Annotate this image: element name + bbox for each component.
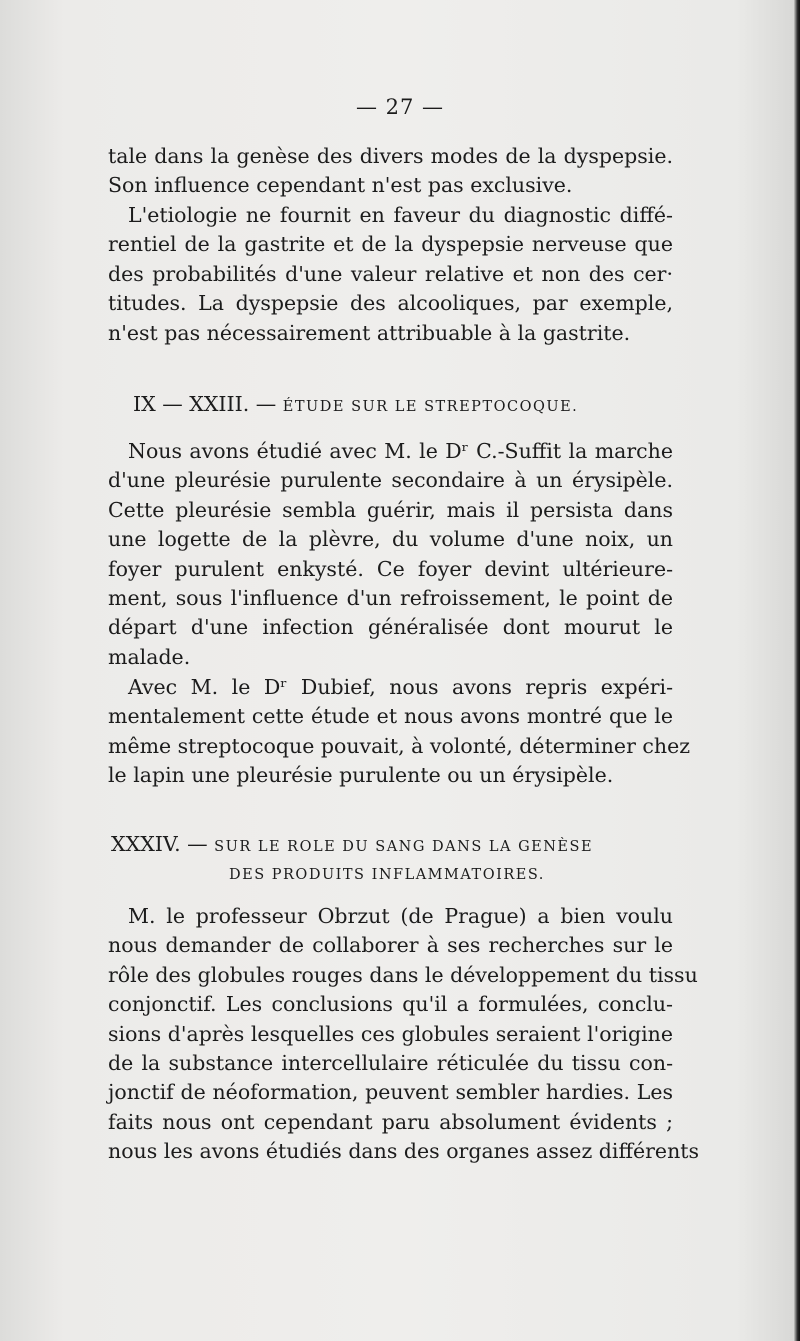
- text-line: Nous avons étudié avec M. le Dʳ C.-Suffit la marche: [128, 439, 673, 463]
- text-line: Avec M. le Dʳ Dubief, nous avons repris expéri-: [128, 675, 673, 699]
- section-heading-streptocoque: [133, 392, 578, 416]
- text-line: le lapin une pleurésie purulente ou un érysipèle.: [108, 763, 614, 788]
- text-line: des probabilités d'une valeur relative et non des cer·: [108, 261, 673, 286]
- paragraph-2: [108, 201, 673, 348]
- section-number: XXXIV. —: [111, 832, 208, 856]
- text-line: rôle des globules rouges dans le développement du tissu: [108, 962, 698, 987]
- page-edge-shadow: [794, 0, 800, 1341]
- text-line: mentalement cette étude et nous avons montré que le: [108, 704, 673, 729]
- text-line: rentiel de la gastrite et de la dyspepsie nerveuse que: [108, 232, 673, 257]
- text-line: malade.: [108, 644, 191, 669]
- text-line: sions d'après lesquelles ces globules seraient l'origine: [108, 1021, 673, 1046]
- text-line: Cette pleurésie sembla guérir, mais il persista dans: [108, 497, 673, 522]
- text-line: ment, sous l'influence d'un refroissement, le point de: [108, 585, 673, 610]
- text-line: jonctif de néoformation, peuvent sembler hardies. Les: [108, 1080, 673, 1105]
- text-line: titudes. La dyspepsie des alcooliques, par exemple,: [108, 291, 673, 316]
- section-title-line-1: SUR LE ROLE DU SANG DANS LA GENÈSE: [214, 839, 594, 855]
- paragraph-1: [108, 142, 673, 201]
- text-line: foyer purulent enkysté. Ce foyer devint ultérieure-: [108, 556, 673, 581]
- text-line: nous demander de collaborer à ses recherches sur le: [108, 933, 673, 958]
- text-line: tale dans la genèse des divers modes de la dyspepsie.: [108, 144, 673, 168]
- section-heading-role-du-sang-continued: [229, 860, 545, 884]
- section-title: ÉTUDE SUR LE STREPTOCOQUE.: [282, 399, 579, 415]
- text-line: une logette de la plèvre, du volume d'une noix, un: [108, 527, 673, 552]
- paragraph-3: [108, 437, 673, 672]
- section-title-line-2: DES PRODUITS INFLAMMATOIRES.: [229, 867, 545, 883]
- paragraph-4: [108, 673, 690, 791]
- text-line: conjonctif. Les conclusions qu'il a formulées, conclu-: [108, 992, 673, 1017]
- text-line: même streptocoque pouvait, à volonté, déterminer chez: [108, 733, 690, 758]
- text-line: M. le professeur Obrzut (de Prague) a bien voulu: [128, 904, 673, 928]
- text-line: d'une pleurésie purulente secondaire à un érysipèle.: [108, 468, 673, 493]
- text-line: départ d'une infection généralisée dont mourut le: [108, 615, 673, 640]
- text-line: de la substance intercellulaire réticulée du tissu con-: [108, 1050, 673, 1075]
- paragraph-5: [108, 902, 700, 1167]
- page-number: — 27 —: [355, 95, 445, 119]
- text-line: n'est pas nécessairement attribuable à la gastrite.: [108, 320, 631, 345]
- text-line: nous les avons étudiés dans des organes assez différents: [108, 1139, 700, 1164]
- text-line: Son influence cependant n'est pas exclusive.: [108, 173, 573, 198]
- section-heading-role-du-sang: [111, 832, 593, 856]
- section-number: IX — XXIII. —: [133, 392, 277, 416]
- text-line: faits nous ont cependant paru absolument évidents ;: [108, 1109, 673, 1134]
- text-line: L'etiologie ne fournit en faveur du diagnostic diffé-: [128, 203, 673, 227]
